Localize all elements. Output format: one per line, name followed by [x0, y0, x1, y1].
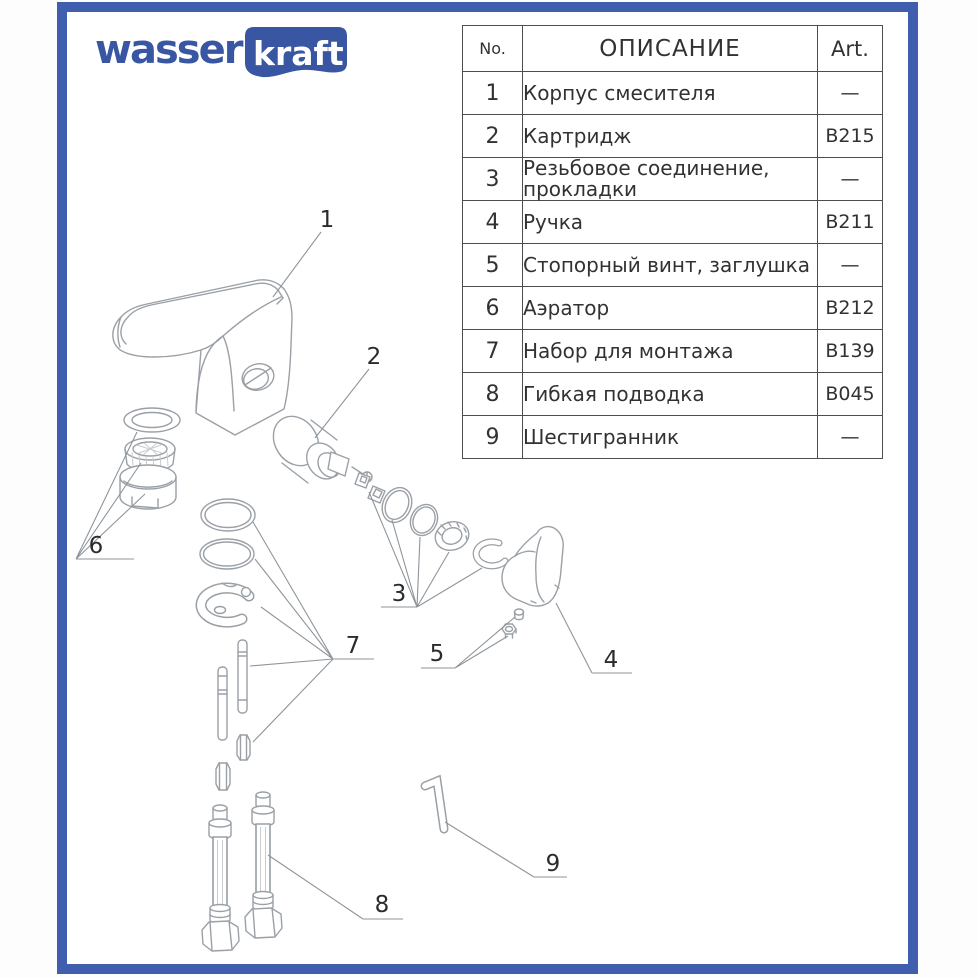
callout-5: 5: [429, 641, 445, 667]
row-description: Картридж: [523, 115, 818, 158]
brand-logo-kraft: kraft: [253, 34, 345, 73]
row-art: —: [818, 158, 883, 201]
row-art: B139: [818, 330, 883, 373]
table-row: [463, 416, 883, 459]
row-art: B215: [818, 115, 883, 158]
row-art: —: [818, 416, 883, 459]
row-no: 1: [463, 72, 523, 115]
row-no: 4: [463, 201, 523, 244]
row-description: Шестигранник: [523, 416, 818, 459]
callout-6: 6: [88, 533, 104, 559]
table-row: [463, 287, 883, 330]
row-art: B045: [818, 373, 883, 416]
callout-7: 7: [345, 633, 361, 659]
callout-8: 8: [374, 892, 390, 918]
row-description: Стопорный винт, заглушка: [523, 244, 818, 287]
row-description: Ручка: [523, 201, 818, 244]
row-no: 6: [463, 287, 523, 330]
row-no: 9: [463, 416, 523, 459]
row-description: Набор для монтажа: [523, 330, 818, 373]
table-row: [463, 244, 883, 287]
callout-2: 2: [366, 344, 382, 370]
callout-1: 1: [319, 207, 335, 233]
row-description: Резьбовое соединение, прокладки: [523, 158, 818, 201]
brand-logo-wasser: wasser: [95, 27, 242, 73]
row-description: Корпус смесителя: [523, 72, 818, 115]
parts-table: [462, 25, 883, 459]
table-row: [463, 201, 883, 244]
row-description: Гибкая подводка: [523, 373, 818, 416]
brand-logo-kraft-ribbon: [244, 26, 347, 80]
row-no: 2: [463, 115, 523, 158]
row-no: 3: [463, 158, 523, 201]
brand-logo: [95, 24, 347, 80]
table-row: [463, 330, 883, 373]
row-no: 5: [463, 244, 523, 287]
row-no: 7: [463, 330, 523, 373]
row-art: —: [818, 72, 883, 115]
row-no: 8: [463, 373, 523, 416]
row-art: B211: [818, 201, 883, 244]
table-row: [463, 115, 883, 158]
table-row: [463, 72, 883, 115]
table-row: [463, 158, 883, 201]
row-art: B212: [818, 287, 883, 330]
callout-4: 4: [603, 647, 619, 673]
callout-3: 3: [391, 581, 407, 607]
header-art: Art.: [818, 26, 883, 72]
callout-9: 9: [545, 851, 561, 877]
table-header-row: [463, 26, 883, 72]
row-description: Аэратор: [523, 287, 818, 330]
table-row: [463, 373, 883, 416]
header-no: No.: [463, 26, 523, 72]
header-description: ОПИСАНИЕ: [523, 26, 818, 72]
row-art: —: [818, 244, 883, 287]
